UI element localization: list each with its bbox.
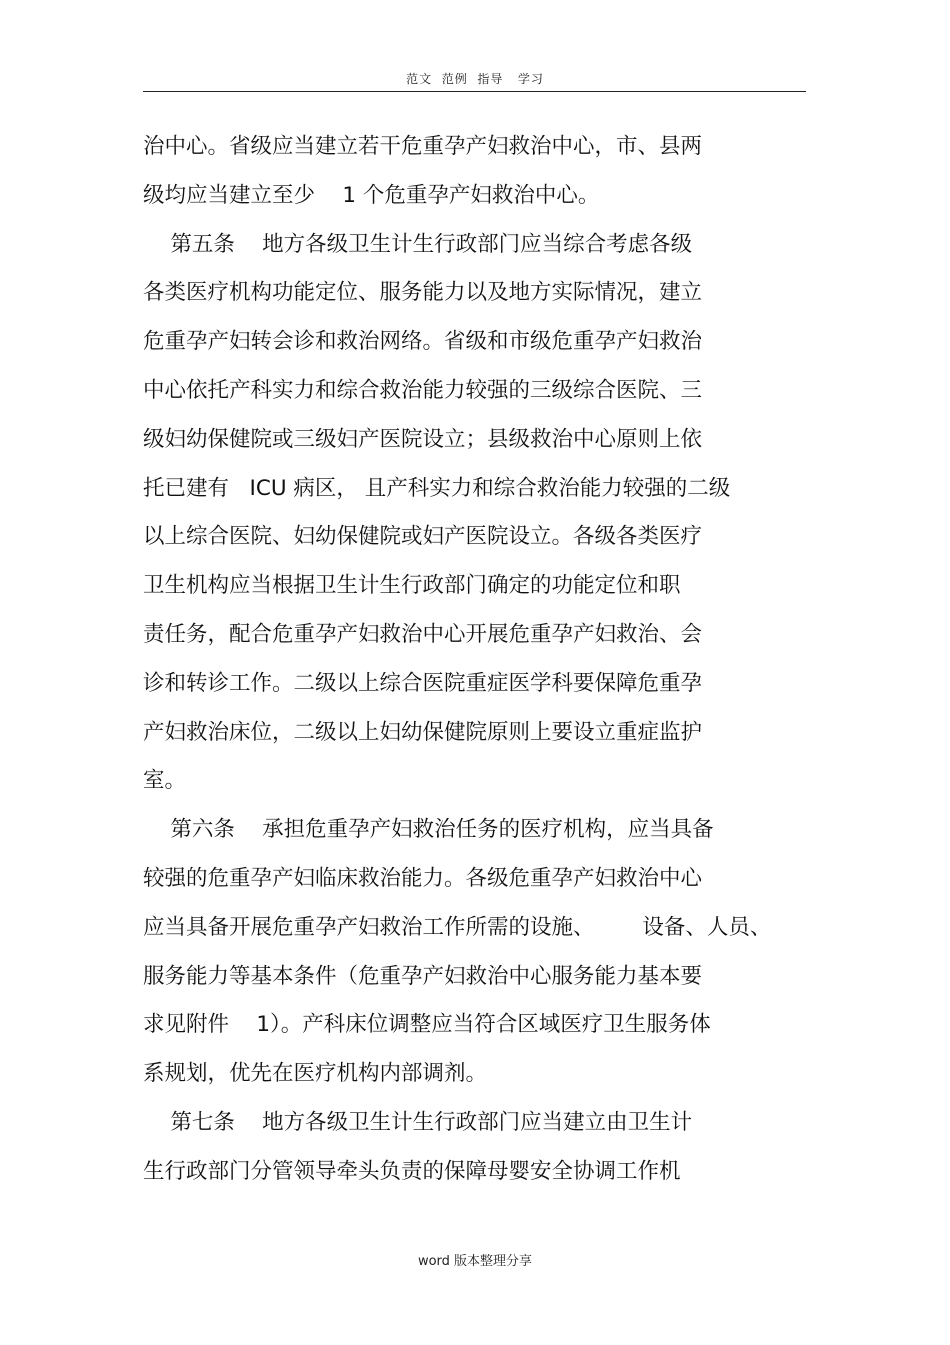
body-line: 应当具备开展危重孕产妇救治工作所需的设施、 设备、人员、 bbox=[143, 914, 772, 940]
document-body bbox=[143, 123, 823, 1197]
header-divider bbox=[143, 91, 806, 92]
body-line: 服务能力等基本条件（危重孕产妇救治中心服务能力基本要 bbox=[143, 963, 703, 989]
body-line: 第六条 承担危重孕产妇救治任务的医疗机构，应当具备 bbox=[143, 817, 714, 843]
body-line: 中心依托产科实力和综合救治能力较强的三级综合医院、三 bbox=[143, 377, 703, 403]
body-line: 级妇幼保健院或三级妇产医院设立；县级救治中心原则上依 bbox=[143, 426, 703, 452]
body-line: 危重孕产妇转会诊和救治网络。省级和市级危重孕产妇救治 bbox=[143, 329, 703, 355]
body-line: 以上综合医院、妇幼保健院或妇产医院设立。各级各类医疗 bbox=[143, 524, 703, 550]
body-line: 第五条 地方各级卫生计生行政部门应当综合考虑各级 bbox=[143, 231, 693, 257]
body-line: 室。 bbox=[143, 768, 187, 794]
body-line: 治中心。省级应当建立若干危重孕产妇救治中心，市、县两 bbox=[143, 134, 703, 159]
body-line: 责任务，配合危重孕产妇救治中心开展危重孕产妇救治、会 bbox=[143, 621, 703, 647]
body-line: 诊和转诊工作。二级以上综合医院重症医学科要保障危重孕 bbox=[143, 670, 703, 696]
body-line: 卫生机构应当根据卫生计生行政部门确定的功能定位和职 bbox=[143, 573, 681, 599]
body-line: 第七条 地方各级卫生计生行政部门应当建立由卫生计 bbox=[143, 1109, 693, 1135]
body-line: 产妇救治床位，二级以上妇幼保健院原则上要设立重症监护 bbox=[143, 719, 703, 745]
body-line: 各类医疗机构功能定位、服务能力以及地方实际情况，建立 bbox=[143, 280, 703, 306]
body-line: 级均应当建立至少 1 个危重孕产妇救治中心。 bbox=[143, 182, 600, 208]
page-footer: word 版本整理分享 bbox=[417, 1254, 533, 1269]
body-line: 求见附件 1）。产科床位调整应当符合区域医疗卫生服务体 bbox=[143, 1012, 711, 1038]
body-line: 系规划，优先在医疗机构内部调剂。 bbox=[143, 1061, 488, 1087]
body-line: 托已建有 ICU 病区， 且产科实力和综合救治能力较强的二级 bbox=[143, 475, 731, 501]
page-header: 范文 范例 指导 学习 bbox=[406, 72, 544, 86]
body-line: 较强的危重孕产妇临床救治能力。各级危重孕产妇救治中心 bbox=[143, 865, 703, 891]
body-line: 生行政部门分管领导牵头负责的保障母婴安全协调工作机 bbox=[143, 1158, 681, 1184]
